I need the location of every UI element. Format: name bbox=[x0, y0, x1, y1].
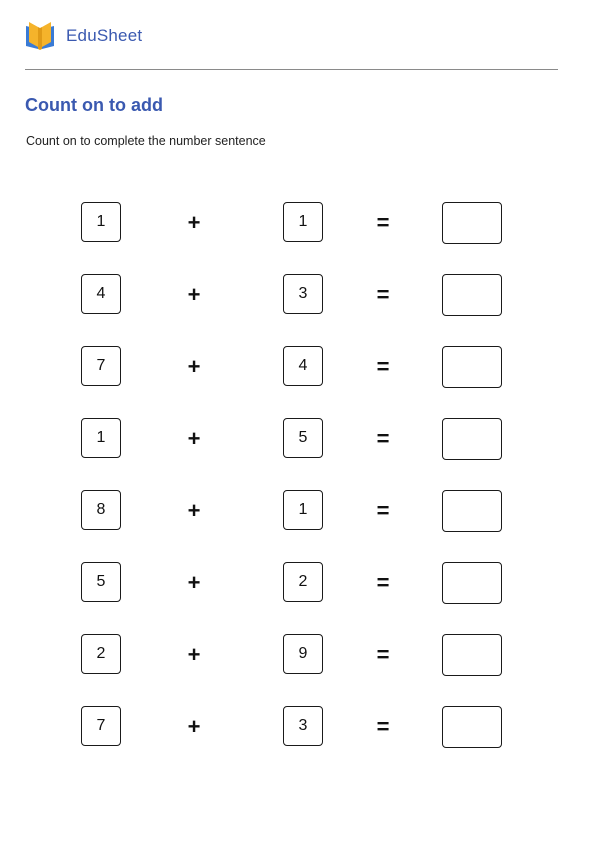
answer-input-6[interactable] bbox=[442, 562, 502, 604]
worksheet-title: Count on to add bbox=[25, 95, 163, 115]
problem-row-4 bbox=[0, 418, 595, 490]
plus-sign: + bbox=[187, 498, 201, 523]
problem-row-1 bbox=[0, 202, 595, 274]
addend-b-box: 2 bbox=[283, 562, 323, 602]
problem-row-2 bbox=[0, 274, 595, 346]
worksheet-instruction: Count on to complete the number sentence bbox=[26, 134, 266, 148]
plus-sign: + bbox=[187, 210, 201, 235]
answer-input-1[interactable] bbox=[442, 202, 502, 244]
plus-sign: + bbox=[187, 282, 201, 307]
addend-b-box: 9 bbox=[283, 634, 323, 674]
answer-input-8[interactable] bbox=[442, 706, 502, 748]
addend-b-box: 1 bbox=[283, 202, 323, 242]
open-book-icon bbox=[24, 20, 56, 52]
equals-sign: = bbox=[376, 642, 390, 667]
addend-b-box: 1 bbox=[283, 490, 323, 530]
problem-row-6 bbox=[0, 562, 595, 634]
plus-sign: + bbox=[187, 714, 201, 739]
addend-a-box: 1 bbox=[81, 418, 121, 458]
answer-input-3[interactable] bbox=[442, 346, 502, 388]
answer-input-4[interactable] bbox=[442, 418, 502, 460]
equals-sign: = bbox=[376, 210, 390, 235]
addend-b-box: 4 bbox=[283, 346, 323, 386]
equals-sign: = bbox=[376, 354, 390, 379]
header-divider bbox=[25, 69, 558, 70]
plus-sign: + bbox=[187, 570, 201, 595]
equals-sign: = bbox=[376, 426, 390, 451]
equals-sign: = bbox=[376, 714, 390, 739]
brand-name: EduSheet bbox=[66, 26, 143, 45]
equals-sign: = bbox=[376, 282, 390, 307]
problem-row-8 bbox=[0, 706, 595, 778]
brand-logo bbox=[24, 20, 142, 52]
addend-b-box: 5 bbox=[283, 418, 323, 458]
addend-a-box: 2 bbox=[81, 634, 121, 674]
addend-a-box: 1 bbox=[81, 202, 121, 242]
problem-row-5 bbox=[0, 490, 595, 562]
addend-a-box: 7 bbox=[81, 346, 121, 386]
problem-row-7 bbox=[0, 634, 595, 706]
plus-sign: + bbox=[187, 426, 201, 451]
answer-input-2[interactable] bbox=[442, 274, 502, 316]
equals-sign: = bbox=[376, 570, 390, 595]
answer-input-7[interactable] bbox=[442, 634, 502, 676]
problem-row-3 bbox=[0, 346, 595, 418]
problem-list bbox=[0, 202, 595, 778]
addend-a-box: 5 bbox=[81, 562, 121, 602]
answer-input-5[interactable] bbox=[442, 490, 502, 532]
addend-b-box: 3 bbox=[283, 274, 323, 314]
plus-sign: + bbox=[187, 354, 201, 379]
addend-b-box: 3 bbox=[283, 706, 323, 746]
plus-sign: + bbox=[187, 642, 201, 667]
addend-a-box: 8 bbox=[81, 490, 121, 530]
addend-a-box: 4 bbox=[81, 274, 121, 314]
equals-sign: = bbox=[376, 498, 390, 523]
addend-a-box: 7 bbox=[81, 706, 121, 746]
